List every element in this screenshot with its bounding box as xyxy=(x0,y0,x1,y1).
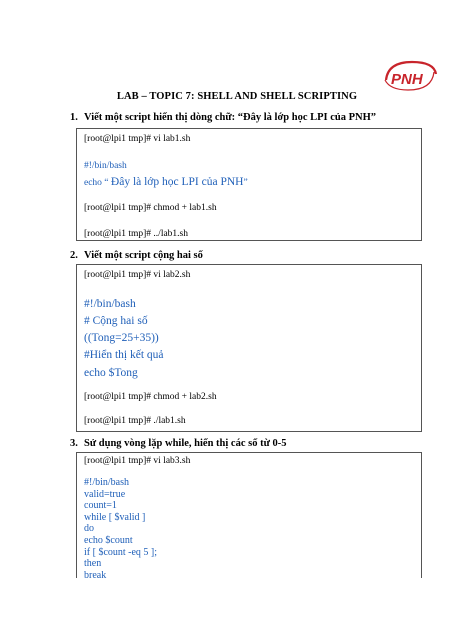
code-box-1 xyxy=(76,128,422,241)
code-line: count=1 xyxy=(84,500,117,512)
logo-text: PNH xyxy=(391,71,423,88)
code-line: #Hiển thị kết quả xyxy=(84,349,164,361)
document-title: LAB – TOPIC 7: SHELL AND SHELL SCRIPTING xyxy=(116,91,358,102)
code-line: #!/bin/bash xyxy=(84,298,136,310)
terminal-line: [root@lpi1 tmp]# vi lab3.sh xyxy=(84,456,191,466)
code-line: do xyxy=(84,523,94,535)
code-line: then xyxy=(84,558,102,570)
echo-message: Đây là lớp học LPI của PNH xyxy=(110,176,244,188)
section-heading-text: Viết một script cộng hai số xyxy=(84,250,203,261)
code-box-2 xyxy=(76,264,422,432)
section-1-heading xyxy=(70,112,376,123)
section-heading-text: Sử dụng vòng lặp while, hiển thị các số từ 0-5 xyxy=(84,438,287,449)
section-number: 2. xyxy=(70,250,78,261)
code-line: # Cộng hai số xyxy=(84,315,148,327)
code-line: if [ $count -eq 5 ]; xyxy=(84,546,158,558)
terminal-line: [root@lpi1 tmp]# ./lab1.sh xyxy=(84,416,186,426)
terminal-line: [root@lpi1 tmp]# chmod + lab2.sh xyxy=(84,392,217,402)
terminal-line: [root@lpi1 tmp]# ../lab1.sh xyxy=(84,229,189,239)
section-number: 3. xyxy=(70,438,78,449)
code-box-3 xyxy=(76,452,422,581)
code-line: break xyxy=(84,569,107,581)
terminal-line: [root@lpi1 tmp]# vi lab1.sh xyxy=(84,134,191,144)
section-heading-text: Viết một script hiển thị dòng chữ: “Đây là lớp học LPI của PNH” xyxy=(84,112,377,123)
code-line: ((Tong=25+35)) xyxy=(84,332,159,344)
code-line: echo $count xyxy=(84,535,133,546)
code-line-echo xyxy=(84,176,248,188)
terminal-line: [root@lpi1 tmp]# vi lab2.sh xyxy=(84,270,191,280)
section-3-heading xyxy=(70,438,287,449)
terminal-line: [root@lpi1 tmp]# chmod + lab1.sh xyxy=(84,203,217,213)
code-line: echo $Tong xyxy=(84,367,138,379)
code-line: #!/bin/bash xyxy=(84,161,127,171)
echo-suffix: ” xyxy=(243,178,248,188)
code-line: #!/bin/bash xyxy=(84,477,129,488)
section-2-heading xyxy=(70,250,203,261)
code-line: while [ $valid ] xyxy=(84,511,146,523)
echo-prefix: echo “ xyxy=(84,178,109,188)
code-line: valid=true xyxy=(84,488,126,500)
section-number: 1. xyxy=(70,112,78,123)
pnh-logo xyxy=(382,58,438,94)
